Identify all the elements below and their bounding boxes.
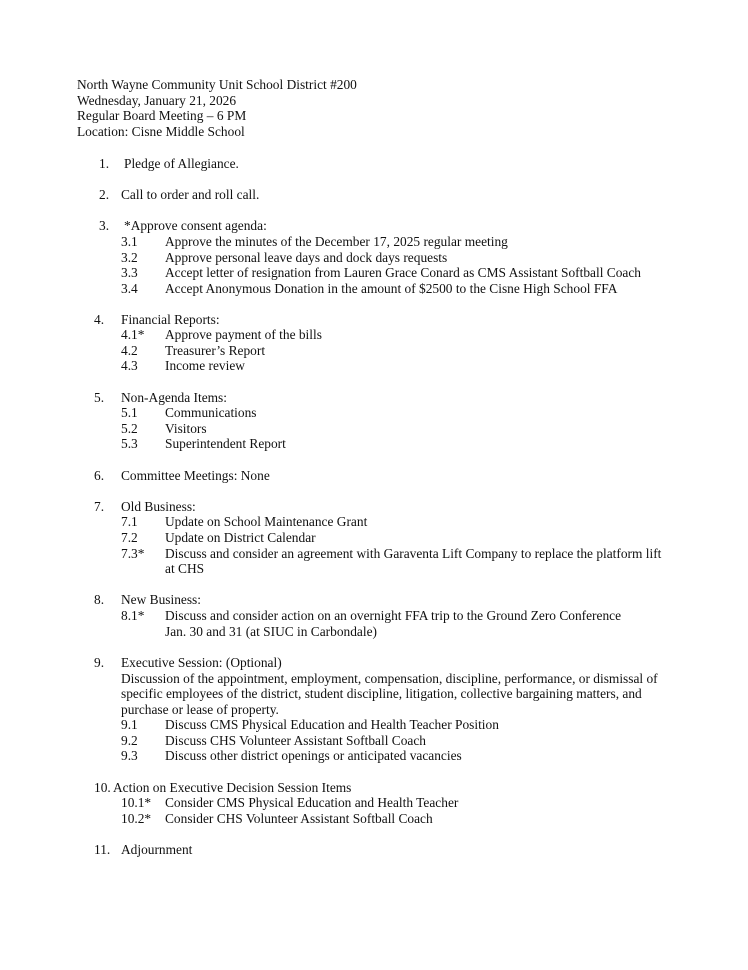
subitem-text: Approve personal leave days and dock days requests xyxy=(165,249,448,265)
item-title: Executive Session: (Optional) xyxy=(121,655,282,670)
subitem-text: Update on School Maintenance Grant xyxy=(165,514,368,529)
subitem-text: Discuss and consider action on an overnight FFA trip to the Ground Zero Conference xyxy=(165,607,622,623)
item-number: 5. xyxy=(94,389,105,405)
subitem-text: Discuss CHS Volunteer Assistant Softball Coach xyxy=(165,732,426,748)
item-title: Non-Agenda Items: xyxy=(121,389,227,405)
subitem-text: Discuss and consider an agreement with Garaventa Lift Company to replace the platform lift xyxy=(165,545,662,561)
subitem-continuation: Jan. 30 and 31 (at SIUC in Carbondale) xyxy=(165,623,377,639)
subitem-text: Visitors xyxy=(165,420,207,436)
item-number: 1. xyxy=(99,156,110,171)
subitem-text: Communications xyxy=(165,405,257,420)
item-number: 2. xyxy=(99,187,110,202)
executive-session-description: Discussion of the appointment, employment, compensation, discipline, performance, or dismissal of specific employees of the district, student discipline, litigation, collective bargaining matters, and purchase or lease of property. xyxy=(121,670,658,717)
item-number: 6. xyxy=(94,467,105,483)
subitem-number: 3.2 xyxy=(121,249,138,265)
subitem-text: Consider CHS Volunteer Assistant Softball Coach xyxy=(165,810,433,826)
subitem-number: 7.3* xyxy=(121,545,145,561)
subitem-number: 10.2* xyxy=(121,810,152,826)
item-title: Financial Reports: xyxy=(121,311,220,327)
subitem-number: 4.1* xyxy=(121,327,145,342)
item-number: 10. xyxy=(94,779,111,795)
district-name: North Wayne Community Unit School District #200 xyxy=(77,77,357,92)
item-title: New Business: xyxy=(121,592,201,607)
subitem-number: 9.1 xyxy=(121,717,138,732)
meeting-date: Wednesday, January 21, 2026 xyxy=(77,92,237,108)
subitem-number: 9.3 xyxy=(121,748,138,763)
subitem-text: Accept letter of resignation from Lauren Grace Conard as CMS Assistant Softball Coach xyxy=(165,265,641,280)
item-title: Call to order and roll call. xyxy=(121,187,260,202)
subitem-text: Approve the minutes of the December 17, 2025 regular meeting xyxy=(165,234,508,249)
item-number: 11. xyxy=(94,842,111,857)
subitem-number: 3.3 xyxy=(121,265,138,280)
subitem-continuation: at CHS xyxy=(165,561,205,576)
item-title: Action on Executive Decision Session Items xyxy=(113,779,352,795)
item-title: Committee Meetings: None xyxy=(121,467,270,483)
subitem-number: 5.2 xyxy=(121,420,138,436)
subitem-number: 5.1 xyxy=(121,405,138,420)
subitem-number: 4.2 xyxy=(121,342,138,358)
item-number: 9. xyxy=(94,655,105,670)
subitem-number: 3.1 xyxy=(121,234,138,249)
subitem-number: 4.3 xyxy=(121,358,138,373)
item-number: 4. xyxy=(94,311,105,327)
subitem-text: Update on District Calendar xyxy=(165,529,316,545)
subitem-text: Approve payment of the bills xyxy=(165,327,322,342)
item-title: *Approve consent agenda: xyxy=(124,218,267,233)
item-number: 7. xyxy=(94,498,105,514)
subitem-number: 7.1 xyxy=(121,514,138,529)
meeting-type: Regular Board Meeting – 6 PM xyxy=(77,108,247,123)
subitem-number: 8.1* xyxy=(121,607,145,623)
subitem-text: Consider CMS Physical Education and Health Teacher xyxy=(165,795,459,810)
subitem-number: 3.4 xyxy=(121,280,138,296)
item-number: 8. xyxy=(94,592,105,607)
subitem-number: 7.2 xyxy=(121,529,138,545)
item-title: Adjournment xyxy=(121,842,193,857)
subitem-text: Superintendent Report xyxy=(165,436,286,451)
subitem-number: 5.3 xyxy=(121,436,138,451)
meeting-location: Location: Cisne Middle School xyxy=(77,123,245,139)
item-title: Old Business: xyxy=(121,498,196,514)
subitem-number: 10.1* xyxy=(121,795,152,810)
subitem-number: 9.2 xyxy=(121,732,138,748)
subitem-text: Discuss other district openings or anticipated vacancies xyxy=(165,748,462,763)
subitem-text: Discuss CMS Physical Education and Health Teacher Position xyxy=(165,717,499,732)
item-title: Pledge of Allegiance. xyxy=(124,156,239,171)
subitem-text: Accept Anonymous Donation in the amount of $2500 to the Cisne High School FFA xyxy=(165,280,618,296)
subitem-text: Income review xyxy=(165,358,245,373)
item-number: 3. xyxy=(99,218,110,233)
subitem-text: Treasurer’s Report xyxy=(165,342,266,358)
